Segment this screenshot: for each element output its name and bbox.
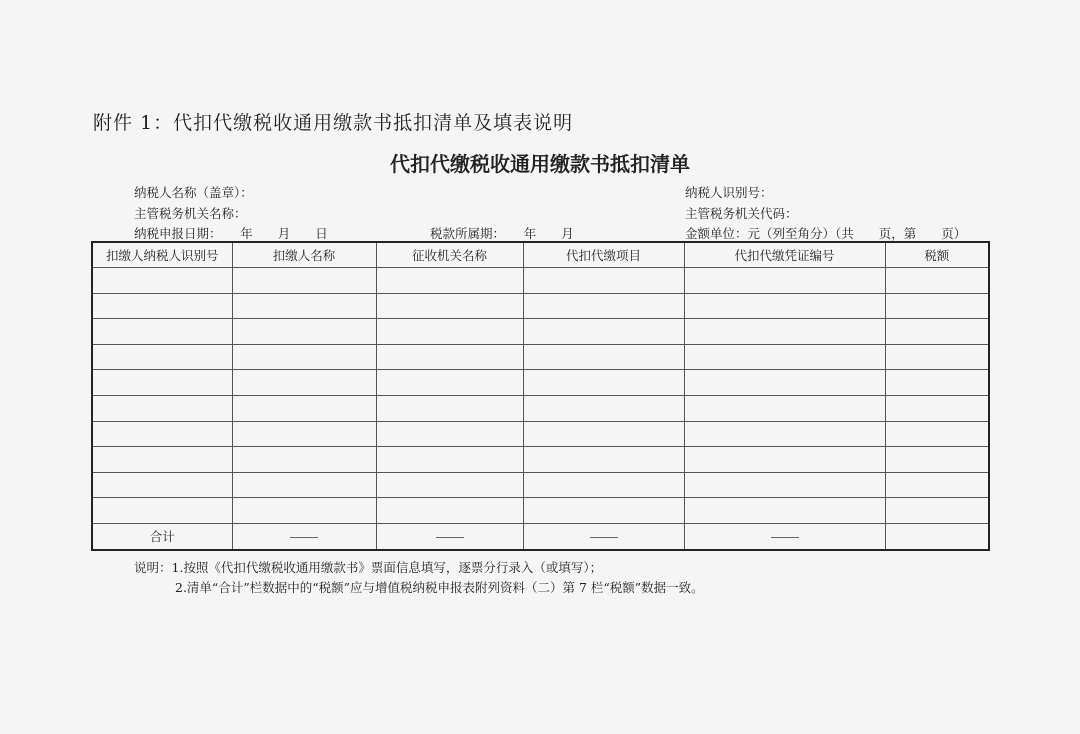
tax-amount-cell[interactable] [885, 293, 989, 319]
table-row [92, 370, 989, 396]
total-not-applicable-cell [376, 523, 523, 549]
deduction-table [91, 241, 990, 551]
withholder-name-cell[interactable] [232, 344, 376, 370]
filing-date-field: 纳税申报日期： 年 月 日 [134, 226, 328, 241]
tax-amount-cell[interactable] [885, 498, 989, 524]
tax-amount-cell[interactable] [885, 344, 989, 370]
withholding-item-cell[interactable] [523, 498, 684, 524]
voucher-number-cell[interactable] [684, 344, 885, 370]
dash-mark [290, 537, 318, 538]
withholder-id-cell[interactable] [92, 472, 232, 498]
withholder-name-cell[interactable] [232, 319, 376, 345]
total-tax-amount-cell[interactable] [885, 523, 989, 549]
collection-authority-cell[interactable] [376, 447, 523, 473]
withholding-item-cell[interactable] [523, 319, 684, 345]
voucher-number-cell[interactable] [684, 498, 885, 524]
header-withholder-name: 扣缴人名称 [232, 242, 376, 268]
header-withholder-id: 扣缴人纳税人识别号 [92, 242, 232, 268]
voucher-number-cell[interactable] [684, 319, 885, 345]
withholder-name-cell[interactable] [232, 268, 376, 294]
collection-authority-cell[interactable] [376, 370, 523, 396]
note-2: 2.清单“合计”栏数据中的“税额”应与增值税纳税申报表附列资料（二）第 7 栏“税额”数据一致。 [175, 580, 704, 595]
withholder-name-cell[interactable] [232, 421, 376, 447]
withholding-item-cell[interactable] [523, 370, 684, 396]
table-header-row [92, 242, 989, 268]
dash-mark [771, 537, 799, 538]
withholding-item-cell[interactable] [523, 395, 684, 421]
withholder-name-cell[interactable] [232, 498, 376, 524]
withholder-id-cell[interactable] [92, 498, 232, 524]
withholder-id-cell[interactable] [92, 421, 232, 447]
tax-amount-cell[interactable] [885, 447, 989, 473]
table-row [92, 472, 989, 498]
collection-authority-cell[interactable] [376, 421, 523, 447]
voucher-number-cell[interactable] [684, 370, 885, 396]
withholder-name-cell[interactable] [232, 370, 376, 396]
collection-authority-cell[interactable] [376, 268, 523, 294]
withholder-id-cell[interactable] [92, 447, 232, 473]
tax-authority-code-field: 主管税务机关代码： [685, 206, 798, 221]
collection-authority-cell[interactable] [376, 319, 523, 345]
tax-period-field: 税款所属期： 年 月 [430, 226, 574, 241]
withholder-id-cell[interactable] [92, 344, 232, 370]
total-not-applicable-cell [232, 523, 376, 549]
dash-mark [436, 537, 464, 538]
table-row [92, 498, 989, 524]
voucher-number-cell[interactable] [684, 421, 885, 447]
withholding-item-cell[interactable] [523, 447, 684, 473]
amount-unit-field: 金额单位：元（列至角分）（共 页，第 页） [685, 226, 967, 241]
tax-authority-name-field: 主管税务机关名称： [134, 206, 247, 221]
withholder-id-cell[interactable] [92, 319, 232, 345]
withholder-id-cell[interactable] [92, 293, 232, 319]
collection-authority-cell[interactable] [376, 498, 523, 524]
total-not-applicable-cell [684, 523, 885, 549]
attachment-heading: 附件 1：代扣代缴税收通用缴款书抵扣清单及填表说明 [93, 112, 574, 134]
withholder-name-cell[interactable] [232, 395, 376, 421]
voucher-number-cell[interactable] [684, 472, 885, 498]
tax-amount-cell[interactable] [885, 421, 989, 447]
voucher-number-cell[interactable] [684, 395, 885, 421]
taxpayer-name-field: 纳税人名称（盖章）： [134, 185, 253, 200]
total-row [92, 523, 989, 549]
table-row [92, 447, 989, 473]
tax-amount-cell[interactable] [885, 395, 989, 421]
withholder-name-cell[interactable] [232, 293, 376, 319]
withholding-item-cell[interactable] [523, 421, 684, 447]
withholding-item-cell[interactable] [523, 268, 684, 294]
table-row [92, 319, 989, 345]
withholding-item-cell[interactable] [523, 293, 684, 319]
voucher-number-cell[interactable] [684, 293, 885, 319]
withholder-id-cell[interactable] [92, 370, 232, 396]
table-row [92, 293, 989, 319]
table-row [92, 268, 989, 294]
withholder-id-cell[interactable] [92, 395, 232, 421]
note-1: 说明：1.按照《代扣代缴税收通用缴款书》票面信息填写，逐票分行录入（或填写）； [134, 560, 603, 575]
withholder-name-cell[interactable] [232, 472, 376, 498]
total-not-applicable-cell [523, 523, 684, 549]
form-title: 代扣代缴税收通用缴款书抵扣清单 [390, 152, 690, 176]
header-withholding-item: 代扣代缴项目 [523, 242, 684, 268]
tax-amount-cell[interactable] [885, 472, 989, 498]
collection-authority-cell[interactable] [376, 293, 523, 319]
table-row [92, 344, 989, 370]
collection-authority-cell[interactable] [376, 395, 523, 421]
withholder-id-cell[interactable] [92, 268, 232, 294]
collection-authority-cell[interactable] [376, 344, 523, 370]
header-tax-amount: 税额 [885, 242, 989, 268]
dash-mark [590, 537, 618, 538]
table-row [92, 421, 989, 447]
voucher-number-cell[interactable] [684, 268, 885, 294]
taxpayer-id-field: 纳税人识别号： [685, 185, 773, 200]
withholding-item-cell[interactable] [523, 344, 684, 370]
withholding-item-cell[interactable] [523, 472, 684, 498]
tax-amount-cell[interactable] [885, 370, 989, 396]
voucher-number-cell[interactable] [684, 447, 885, 473]
collection-authority-cell[interactable] [376, 472, 523, 498]
total-label: 合计 [92, 523, 232, 549]
tax-amount-cell[interactable] [885, 319, 989, 345]
header-voucher-number: 代扣代缴凭证编号 [684, 242, 885, 268]
tax-amount-cell[interactable] [885, 268, 989, 294]
table-row [92, 395, 989, 421]
header-collection-authority: 征收机关名称 [376, 242, 523, 268]
withholder-name-cell[interactable] [232, 447, 376, 473]
